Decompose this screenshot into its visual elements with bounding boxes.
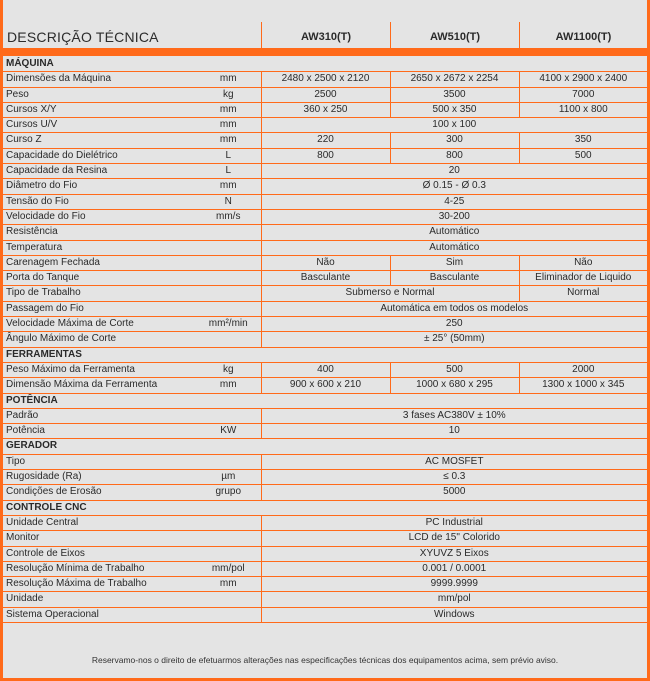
spec-value: 7000 bbox=[519, 87, 647, 102]
table-row bbox=[3, 561, 647, 576]
spec-label: Tensão do Fio bbox=[3, 194, 196, 209]
table-row bbox=[3, 102, 647, 117]
section-title: GERADOR bbox=[3, 439, 647, 454]
spec-unit: grupo bbox=[196, 485, 261, 500]
section-header bbox=[3, 347, 647, 362]
table-row bbox=[3, 607, 647, 622]
spec-label: Dimensão Máxima da Ferramenta bbox=[3, 378, 196, 393]
spec-label: Padrão bbox=[3, 408, 196, 423]
spec-value: 9999.9999 bbox=[261, 577, 647, 592]
spec-value: 1100 x 800 bbox=[519, 102, 647, 117]
model-header-aw310: AW310(T) bbox=[300, 31, 352, 43]
spec-unit: KW bbox=[196, 424, 261, 439]
spec-value: XYUVZ 5 Eixos bbox=[261, 546, 647, 561]
table-row bbox=[3, 454, 647, 469]
spec-value: Eliminador de Liquido bbox=[519, 271, 647, 286]
footnote: Reservamo-nos o direito de efetuarmos alterações nas especificações técnicas dos equipamentos acima, sem prévio aviso. bbox=[91, 655, 559, 665]
spec-value: 3500 bbox=[390, 87, 519, 102]
spec-value: Não bbox=[261, 255, 390, 270]
spec-unit bbox=[196, 286, 261, 301]
spec-label: Controle de Eixos bbox=[3, 546, 196, 561]
table-row bbox=[3, 301, 647, 316]
spec-unit: kg bbox=[196, 362, 261, 377]
spec-unit: L bbox=[196, 148, 261, 163]
spec-value: 350 bbox=[519, 133, 647, 148]
spec-label: Resolução Máxima de Trabalho bbox=[3, 577, 196, 592]
spec-unit: µm bbox=[196, 470, 261, 485]
spec-unit bbox=[196, 531, 261, 546]
spec-label: Resistência bbox=[3, 225, 196, 240]
table-row bbox=[3, 317, 647, 332]
spec-table bbox=[3, 57, 647, 623]
table-row bbox=[3, 470, 647, 485]
spec-unit: mm bbox=[196, 72, 261, 87]
spec-value: Não bbox=[519, 255, 647, 270]
spec-value: 0.001 / 0.0001 bbox=[261, 561, 647, 576]
table-row bbox=[3, 225, 647, 240]
table-row bbox=[3, 424, 647, 439]
spec-unit: kg bbox=[196, 87, 261, 102]
spec-value: 500 bbox=[390, 362, 519, 377]
spec-value: 2650 x 2672 x 2254 bbox=[390, 72, 519, 87]
table-row bbox=[3, 271, 647, 286]
table-row bbox=[3, 87, 647, 102]
spec-label: Resolução Mínima de Trabalho bbox=[3, 561, 196, 576]
spec-unit bbox=[196, 240, 261, 255]
table-row bbox=[3, 255, 647, 270]
table-row bbox=[3, 118, 647, 133]
spec-label: Porta do Tanque bbox=[3, 271, 196, 286]
table-row bbox=[3, 531, 647, 546]
section-title: POTÊNCIA bbox=[3, 393, 647, 408]
spec-unit: mm bbox=[196, 577, 261, 592]
spec-unit bbox=[196, 332, 261, 347]
spec-value: Basculante bbox=[261, 271, 390, 286]
spec-label: Unidade bbox=[3, 592, 196, 607]
spec-value: 30-200 bbox=[261, 209, 647, 224]
spec-label: Peso bbox=[3, 87, 196, 102]
spec-value: 900 x 600 x 210 bbox=[261, 378, 390, 393]
spec-value: Windows bbox=[261, 607, 647, 622]
spec-unit: mm bbox=[196, 118, 261, 133]
spec-value: 800 bbox=[261, 148, 390, 163]
spec-value: 1300 x 1000 x 345 bbox=[519, 378, 647, 393]
spec-unit: mm²/min bbox=[196, 317, 261, 332]
spec-value: Ø 0.15 - Ø 0.3 bbox=[261, 179, 647, 194]
spec-label: Unidade Central bbox=[3, 515, 196, 530]
spec-value: AC MOSFET bbox=[261, 454, 647, 469]
spec-value: 500 bbox=[519, 148, 647, 163]
spec-label: Tipo bbox=[3, 454, 196, 469]
spec-unit bbox=[196, 271, 261, 286]
table-row bbox=[3, 148, 647, 163]
spec-value: 500 x 350 bbox=[390, 102, 519, 117]
spec-value: 800 bbox=[390, 148, 519, 163]
spec-label: Cursos U/V bbox=[3, 118, 196, 133]
spec-label: Potência bbox=[3, 424, 196, 439]
table-row bbox=[3, 485, 647, 500]
spec-unit bbox=[196, 225, 261, 240]
section-title: CONTROLE CNC bbox=[3, 500, 647, 515]
spec-label: Ângulo Máximo de Corte bbox=[3, 332, 196, 347]
spec-unit bbox=[196, 607, 261, 622]
spec-label: Rugosidade (Ra) bbox=[3, 470, 196, 485]
spec-label: Tipo de Trabalho bbox=[3, 286, 196, 301]
table-row bbox=[3, 378, 647, 393]
spec-unit: mm bbox=[196, 133, 261, 148]
table-row bbox=[3, 179, 647, 194]
spec-label: Monitor bbox=[3, 531, 196, 546]
table-row bbox=[3, 408, 647, 423]
spec-label: Diâmetro do Fio bbox=[3, 179, 196, 194]
spec-unit: mm bbox=[196, 378, 261, 393]
spec-value: 300 bbox=[390, 133, 519, 148]
spec-value: 4100 x 2900 x 2400 bbox=[519, 72, 647, 87]
table-row bbox=[3, 362, 647, 377]
spec-value: 1000 x 680 x 295 bbox=[390, 378, 519, 393]
section-header bbox=[3, 439, 647, 454]
spec-value: mm/pol bbox=[261, 592, 647, 607]
spec-unit: mm/s bbox=[196, 209, 261, 224]
spec-label: Curso Z bbox=[3, 133, 196, 148]
table-row bbox=[3, 240, 647, 255]
spec-value: 100 x 100 bbox=[261, 118, 647, 133]
spec-value: 2000 bbox=[519, 362, 647, 377]
spec-value: Automática em todos os modelos bbox=[261, 301, 647, 316]
spec-value: 2480 x 2500 x 2120 bbox=[261, 72, 390, 87]
spec-label: Carenagem Fechada bbox=[3, 255, 196, 270]
spec-label: Velocidade Máxima de Corte bbox=[3, 317, 196, 332]
table-row bbox=[3, 209, 647, 224]
spec-unit bbox=[196, 255, 261, 270]
table-row bbox=[3, 332, 647, 347]
table-row bbox=[3, 164, 647, 179]
section-header bbox=[3, 500, 647, 515]
spec-value: Submerso e Normal bbox=[261, 286, 519, 301]
spec-label: Temperatura bbox=[3, 240, 196, 255]
section-header bbox=[3, 57, 647, 72]
spec-unit: mm bbox=[196, 102, 261, 117]
table-row bbox=[3, 546, 647, 561]
spec-unit: mm bbox=[196, 179, 261, 194]
spec-value: 10 bbox=[261, 424, 647, 439]
spec-unit bbox=[196, 301, 261, 316]
spec-value: Basculante bbox=[390, 271, 519, 286]
spec-unit: mm/pol bbox=[196, 561, 261, 576]
section-header bbox=[3, 393, 647, 408]
spec-value: ± 25° (50mm) bbox=[261, 332, 647, 347]
spec-value: 3 fases AC380V ± 10% bbox=[261, 408, 647, 423]
spec-label: Velocidade do Fio bbox=[3, 209, 196, 224]
spec-value: Automático bbox=[261, 225, 647, 240]
spec-label: Peso Máximo da Ferramenta bbox=[3, 362, 196, 377]
spec-value: Automático bbox=[261, 240, 647, 255]
spec-label: Capacidade da Resina bbox=[3, 164, 196, 179]
spec-unit: N bbox=[196, 194, 261, 209]
spec-value: PC Industrial bbox=[261, 515, 647, 530]
spec-label: Dimensões da Máquina bbox=[3, 72, 196, 87]
section-title: FERRAMENTAS bbox=[3, 347, 647, 362]
spec-value: Sim bbox=[390, 255, 519, 270]
table-row bbox=[3, 286, 647, 301]
spec-value: 220 bbox=[261, 133, 390, 148]
spec-unit bbox=[196, 592, 261, 607]
spec-label: Passagem do Fio bbox=[3, 301, 196, 316]
spec-label: Condições de Erosão bbox=[3, 485, 196, 500]
model-header-aw510: AW510(T) bbox=[429, 31, 481, 43]
spec-unit bbox=[196, 546, 261, 561]
spec-value: 4-25 bbox=[261, 194, 647, 209]
spec-value: 20 bbox=[261, 164, 647, 179]
page-title: DESCRIÇÃO TÉCNICA bbox=[7, 29, 159, 45]
header-accent-bar bbox=[3, 48, 647, 56]
spec-value: Normal bbox=[519, 286, 647, 301]
section-title: MÁQUINA bbox=[3, 57, 647, 72]
spec-unit: L bbox=[196, 164, 261, 179]
table-row bbox=[3, 194, 647, 209]
table-row bbox=[3, 515, 647, 530]
spec-value: 250 bbox=[261, 317, 647, 332]
model-header-aw1100: AW1100(T) bbox=[555, 31, 612, 43]
table-row bbox=[3, 133, 647, 148]
spec-value: 360 x 250 bbox=[261, 102, 390, 117]
spec-unit bbox=[196, 454, 261, 469]
spec-value: LCD de 15" Colorido bbox=[261, 531, 647, 546]
spec-label: Cursos X/Y bbox=[3, 102, 196, 117]
spec-label: Capacidade do Dielétrico bbox=[3, 148, 196, 163]
table-row bbox=[3, 72, 647, 87]
spec-unit bbox=[196, 408, 261, 423]
spec-value: 5000 bbox=[261, 485, 647, 500]
spec-value: ≤ 0.3 bbox=[261, 470, 647, 485]
spec-value: 400 bbox=[261, 362, 390, 377]
spec-unit bbox=[196, 515, 261, 530]
table-row bbox=[3, 592, 647, 607]
spec-label: Sistema Operacional bbox=[3, 607, 196, 622]
table-header bbox=[3, 0, 647, 48]
spec-value: 2500 bbox=[261, 87, 390, 102]
table-row bbox=[3, 577, 647, 592]
